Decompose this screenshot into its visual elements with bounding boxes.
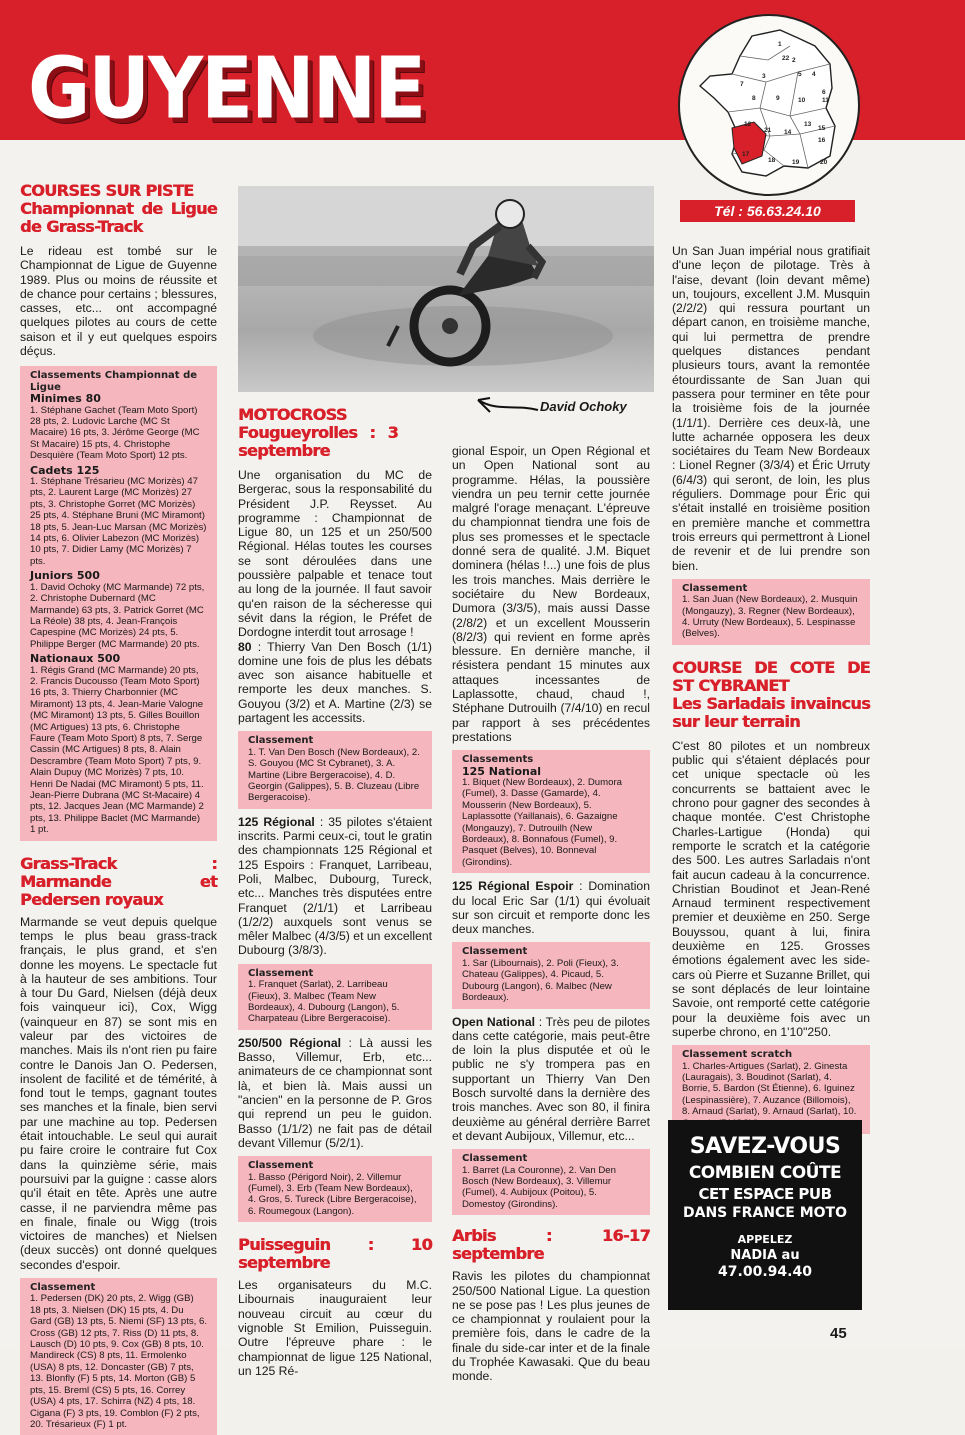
column-2 <box>238 406 432 1378</box>
results-box <box>20 366 217 840</box>
photo-caption: David Ochoky <box>540 399 627 414</box>
page-title: GUYENNE <box>28 38 425 138</box>
text-body: : Très peu de pilotes dans cette catégorie, mais peut-être de loin la plus disputée et où le public ne s'y trompera pas en supportant un Thierry Van Den Bosch survolté dans la dernière des trois manches. Avec son 80, il finira deuxième au général derrière Barret et devant Aubijoux, Villemur, etc... <box>452 1014 650 1143</box>
article-text: Les organisateurs du M.C. Libournais inauguraient leur nouveau circuit au cœur du vignoble St Emilion, Puisseguin. Outre l'épreuve phare : le championnat de ligue 125 National, un 125 Ré- <box>238 1278 432 1378</box>
map-number: 17 <box>742 151 750 158</box>
text-lead: 80 <box>238 639 252 654</box>
france-map <box>678 14 860 196</box>
article-text: C'est 80 pilotes et un nombreux public qui s'étaient déplacés pour cet unique spectacle où les concurrents se battaient avec le chrono pour gagner des secondes à chaque montée. C'est Christophe Charles-Lartigue (Honda) qui remporte le scratch et la catégorie des 500. Les autres Sarladais n'ont fait aucun cadeau à la concurrence. Christian Boudinot et Jean-René Arnaud terminent respectivement premier et deuxième en 250. Serge Bouyssou, quant à lui, finira deuxième en 125. Grosses émotions également avec les side-cars où Pierre et Suzanne Brillet, qui se sont déplacés de leur lointaine Savoie, ont remporté cette catégorie pour la deuxième fois avec un superbe chrono, en 1'10"250. <box>672 738 870 1039</box>
results-category: Nationaux 500 <box>30 652 121 666</box>
results-category: Minimes 80 <box>30 392 101 406</box>
map-number: 21 <box>764 127 772 134</box>
ad-line: SAVEZ-VOUS <box>689 1134 841 1159</box>
ad-line: COMBIEN COÛTE <box>688 1163 842 1183</box>
map-number: 13 <box>804 121 812 128</box>
results-category: 125 National <box>462 764 542 778</box>
article-text: Une organisation du MC de Bergerac, sous la responsabilité du Président J.P. Reysset. Au programme : Championnat de Ligue 80, un 125 et un 250/500 Régional. Hélas toutes les courses se sont déroulées dans une poussière palpable et tenace tout au long de la journée. Il faut savoir qu'en raison de la sécheresse qui sévit dans la région, le Préfet de Dordogne interdit tout arrosage ! <box>238 468 432 640</box>
article-text: gional Espoir, un Open Régional et un Open National sont au programme. Hélas, la poussière viendra un peu ternir cette journée malgré l'orage menaçant. L'épreuve du championnat tiendra une fois de plus ses promesses et le spectacle donné sera de qualité. J.M. Biquet dominera (hélas !...) une fois de plus les trois manches. Mais derrière le sociétaire du New Bordeaux, Dumora (3/3/5), mais aussi Dasse (2/8/2) et un excellent Mousserin (8/2/3) qui revient en forme après blessure. En dernière manche, il résistera pendant 15 minutes aux attaques incessantes de Laplassotte, chaud, chaud !, Stéphane Dutrouilh (7/4/10) en recul par rapport à ses précédentes prestations <box>452 444 650 744</box>
map-number: 4 <box>812 71 816 78</box>
results-box <box>452 1149 650 1215</box>
results-text: 1. T. Van Den Bosch (New Bordeaux), 2. S. Gouyou (MC St Cybranet), 3. A. Martine (Libre Bergeracoise), 4. D. Georgin (Galippes), 5. B. Cluzeau (Libre Bergeracoise). <box>248 746 420 804</box>
results-box <box>20 1278 217 1435</box>
results-text: 1. David Ochoky (MC Marmande) 72 pts, 2. Christophe Dubernard (MC Marmande) 63 pts, 3. Patrick Gorret (MC La Réole) 38 pts, 4. Jean-François Capespine (MC Morizès) 24 pts, 5. Philippe Berger (MC Marmande) 20 pts. <box>30 581 205 650</box>
section-title: COURSE DE COTE DE ST CYBRANET <box>672 657 870 695</box>
section-title: Grass-Track : Marmande et Pedersen royaux <box>20 853 217 909</box>
text-lead: Open National <box>452 1014 535 1029</box>
map-number: 15 <box>818 125 826 132</box>
map-number: 3 <box>762 73 766 80</box>
results-box <box>238 731 432 808</box>
phone-banner: Tél : 56.63.24.10 <box>680 200 855 222</box>
results-text: 1. Pedersen (DK) 20 pts, 2. Wigg (GB) 18 pts, 3. Nielsen (DK) 15 pts, 4. Du Gard (GB) 13 pts, 5. Niemi (SF) 13 pts, 6. Cross (GB) 12 pts, 7. Riss (D) 11 pts, 8. Lausch (D) 10 pts, 9. Cox (GB) 8 pts, 10. Mandireck (CS) 8 pts, 11. Ermolenko (USA) 8 pts, 12. Doncaster (GB) 7 pts, 13. Blonfly (F) 5 pts, 14. Morton (GB) 5 pts, 15. Breml (CS) 5 pts, 16. Correy (USA) 4 pts, 17. Schirra (NZ) 4 pts, 18. Cigana (F) 3 pts, 19. Comblon (F) 2 pts, 20. Trésarieux (F) 1 pt. <box>30 1293 208 1430</box>
column-1 <box>20 182 217 1435</box>
text-body: : Là aussi les Basso, Villemur, Erb, etc... animateurs de ce championnat sont là, et bien là. Mais aussi un "ancien" en la personne de P. Gros qui reprend un peu le guidon. Basso (1/1/2) ne fait pas de détail devant Villemur (5/2/1). <box>238 1035 432 1150</box>
results-text: 1. Stéphane Trésarieu (MC Morizès) 47 pts, 2. Laurent Large (MC Morizès) 27 pts, 3. Christophe Gorret (MC Morizès) 25 pts, 4. Stéphane Bruni (MC Miramont) 18 pts, 5. Jean-Luc Marsan (MC Morizès) 14 pts, 6. Olivier Labezon (MC Morizès) 10 pts, 7. Didier Lamy (MC Morizès) 7 pts. <box>30 476 207 567</box>
text-body: : Thierry Van Den Bosch (1/1) domine une fois de plus les débats avec son aisance habituelle et remporte les deux manches. S. Gouyou (3/2) et A. Martine (2/3) se partagent les accessits. <box>238 639 432 726</box>
article-text: Le rideau est tombé sur le Championnat de Ligue de Guyenne 1989. Plus ou moins de réussite et de chance pour certains ; blessures, casses, etc... ont accompagné quelques pilotes au cours de cette saison et il y eut quelques espoirs déçus. <box>20 244 217 359</box>
results-category: Juniors 500 <box>30 569 100 583</box>
article-text: Ravis les pilotes du championnat 250/500 National Ligue. La question ne se pose pas ! Les plus jeunes de ce championnat y roulaient pour la première fois, dans le cadre de la finale du side-car inter et de la finale du Trophée Kawasaki. Que du beau monde. <box>452 1269 650 1384</box>
column-4 <box>672 244 870 1134</box>
text-lead: 125 Régional <box>238 814 315 829</box>
motorcycle-rider-image <box>238 186 654 392</box>
map-number: 19 <box>792 159 800 166</box>
map-number: 16 <box>818 137 826 144</box>
results-text: 1. Stéphane Gachet (Team Moto Sport) 28 pts, 2. Ludovic Larche (MC St Macaire) 16 pts, 3. Jérôme George (MC St Macaire) 15 pts, 4. Christophe Desquière (Team Moto Sport) 12 pts. <box>30 404 200 462</box>
map-number: 22 <box>782 55 790 62</box>
map-number: 8 <box>752 95 756 102</box>
map-number: 7 <box>740 81 744 88</box>
text-lead: 125 Régional Espoir <box>452 879 574 894</box>
article-text <box>452 879 650 936</box>
map-number: 20 <box>820 159 828 166</box>
article-text <box>238 1036 432 1150</box>
article-text <box>238 640 432 726</box>
results-text: 1. San Juan (New Bordeaux), 2. Musquin (Mongauzy), 3. Regner (New Bordeaux), 4. Urruty (New Bordeaux), 5. Lespinasse (Belves). <box>682 594 858 640</box>
map-number: 11 <box>822 97 829 104</box>
results-text: 1. Basso (Périgord Noir), 2. Villemur (Fumel), 3. Erb (Team New Bordeaux), 4. Gros, 5. Tureck (Libre Bergeracoise), 6. Roumegoux (Langon). <box>248 1171 417 1217</box>
france-map-icon <box>680 16 858 194</box>
results-text: 1. Franquet (Sarlat), 2. Larribeau (Fieux), 3. Malbec (Team New Bordeaux), 4. Dubourg (Langon), 5. Charpateau (Libre Bergeracoise). <box>248 979 400 1025</box>
results-title: Classements <box>462 754 534 766</box>
results-title: Classements Championnat de Ligue <box>30 370 198 393</box>
results-title: Classement <box>248 1160 314 1172</box>
ad-line: NADIA au <box>730 1248 800 1263</box>
ad-line: APPELEZ <box>737 1233 793 1246</box>
results-text: 1. Régis Grand (MC Marmande) 20 pts, 2. Francis Ducousso (Team Moto Sport) 16 pts, 3. Thierry Charbonnier (MC Miramont) 13 pts, 4. Jean-Marie Valogne (MC Miramont) 13 pts, 5. Gilles Bouillon (MC Artigues) 13 pts, 6. Christophe Faure (Team Moto Sport) 8 pts, 7. Serge Cassin (MC Artigues) 8 pts, 8. Alain Descrambre (Team Moto Sport) 7 pts, 9. Alain Dupuy (MC Morizès) 7 pts, 10. Henri De Nadai (MC Miramont) 5 pts, 11. Jean-Pierre Dubrana (MC St-Macaire) 4 pts, 12. Jacques Jean (MC Marmande) 2 pts, 13. Philippe Baclet (MC Marmande) 1 pt. <box>30 664 204 836</box>
results-title: Classement <box>248 735 314 747</box>
results-text: 1. Charles-Artigues (Sarlat), 2. Ginesta (Lauragais), 3. Boudinot (Sarlat), 4. Borrie, 5. Bardon (St Étienne), 6. Iguinez (Lespinassière), 7. Auzance (Billomois), 8. Arnaud (Sarlat), 9. Arnaud (Sarlat), 10. <box>682 1060 857 1118</box>
section-title: Puisseguin : 10 septembre <box>238 1235 432 1273</box>
results-text: 1. Barret (La Couronne), 2. Van Den Bosch (New Bordeaux), 3. Villemur (Fumel), 4. Aubijoux (Poitou), 5. Domestoy (Girondins). <box>462 1164 616 1210</box>
section-subtitle: Les Sarladais invaincus sur leur terrain <box>672 693 870 731</box>
article-text: Un San Juan impérial nous gratifiait d'une leçon de pilotage. Très à l'aise, devant (loin devant même) un, toujours, excellent J.M. Musquin (2/2/2) qui ressura pourtant un départ canon, en troisième manche, qui lui permettra de prendre quelques distances pendant plusieurs tours, avant la remontée étourdissante de San Juan qui passera pour terminer en tête pour la troisième fois de la journée (1/1/1). Derrière ces deux-là, une lutte acharnée opposera les deux sociétaires du Team New Bordeaux : Lionel Regner (3/3/4) et Éric Urruty (6/4/3) qui seront, de loin, les plus réguliers. Dommage pour Éric qui s'était installé en troisième position en première manche et commettra trois erreurs qui permettront à Lionel de revenir et de lui prendre son bien. <box>672 244 870 573</box>
article-text <box>452 1015 650 1144</box>
article-text <box>238 815 432 958</box>
section-title: COURSES SUR PISTE <box>20 181 194 200</box>
results-title: Classement <box>248 967 314 979</box>
results-box <box>238 964 432 1030</box>
map-number: 1 <box>778 41 782 48</box>
results-text: 1. Sar (Libournais), 2. Poli (Fieux), 3. Chateau (Galippes), 4. Picaud, 5. Dubourg (Langon), 6. Malbec (New Bordeaux). <box>462 957 619 1004</box>
results-title: Classement scratch <box>682 1049 793 1061</box>
map-number: 2 <box>792 57 796 64</box>
ad-phone: 47.00.94.40 <box>718 1264 812 1280</box>
section-subtitle: Championnat de Ligue de Grass-Track <box>20 199 217 236</box>
results-title: Classement <box>462 1153 528 1165</box>
results-title: Classement <box>30 1282 96 1294</box>
text-lead: 250/500 Régional <box>238 1035 342 1050</box>
map-number: 18 <box>768 157 776 164</box>
results-text: 1. Biquet (New Bordeaux), 2. Dumora (Fumel), 3. Dasse (Gamarde), 4. Mousserin (New Bordeaux), 5. Laplassotte (Yaillanais), 6. Gazaigne (Mongauzy), 7. Dutrouilh (New Bordeaux), 8. Bonnafous (Fumel), 9. Pasquet (Belves), 10. Bonneval (Girondins). <box>462 777 622 868</box>
results-title: Classement <box>682 582 748 594</box>
results-box <box>672 579 870 645</box>
results-box <box>452 750 650 873</box>
advertisement-box <box>668 1120 862 1310</box>
map-number: 10 <box>798 97 806 104</box>
text-body: : Domination du local Eric Sar (1/1) qui évoluait sur son circuit et remporte donc les deux manches. <box>452 879 650 937</box>
article-text: Marmande se veut depuis quelque temps le plus beau grass-track français, le plus grand, et s'en donne les moyens. Le spectacle fut à la hauteur de ses ambitions. Tour à tour Du Gard, Nielsen (déjà deux fois vainqueur ici), Cox, Wigg (vainqueur en 87) se sont mis en valeur par des victoires de manches. Mais ils n'ont rien pu faire contre le Danois Jan O. Pedersen, insolent de facilité et de témérité, à fond tout le temps, gagnant toutes ses manches et la finale, bien servi par une machine au top. Pedersen était intouchable. Le seul qui aurait pu faire croire le contraire fut Cox dans la quinzième série, mais poursuivi par la guigne : casse alors qu'il était en tête. Après une autre casse, il ne parviendra même pas en finale, finale ou Wigg (trois victoires de manches) et Nielsen (deux succès) ont donné quelques secondes d'espoir. <box>20 914 217 1272</box>
rider-photo <box>238 186 654 392</box>
map-number: 5 <box>798 71 802 78</box>
caption-arrow-icon <box>474 394 540 418</box>
map-number: 6 <box>822 89 826 96</box>
map-number: 12 <box>744 121 752 128</box>
results-title: Classement <box>462 946 528 958</box>
text-body: : 35 pilotes s'étaient inscrits. Parmi ceux-ci, tout le gratin des championnats 125 Régional et 125 Espoirs : Franquet, Larribeau, Poli, Malbec, Dubourg, Tureck, etc... Manches très disputées entre Franquet (2/1/1) et Larribeau (1/2/2) auxquels sont venus se mêler Malbec (4/3/5) et un excellent Dubourg (3/8/3). <box>238 814 433 958</box>
results-box <box>238 1156 432 1222</box>
ad-line: DANS FRANCE MOTO <box>682 1205 848 1221</box>
section-title: MOTOCROSS Fougueyrolles : 3 septembre <box>238 405 398 460</box>
ad-line: CET ESPACE PUB <box>698 1185 832 1203</box>
section-title: Arbis : 16-17 septembre <box>452 1226 650 1264</box>
map-number: 14 <box>784 129 792 136</box>
column-3 <box>452 444 650 1384</box>
page-number: 45 <box>830 1325 847 1342</box>
results-box <box>452 942 650 1008</box>
results-category: Cadets 125 <box>30 463 100 477</box>
map-number: 9 <box>776 95 780 102</box>
